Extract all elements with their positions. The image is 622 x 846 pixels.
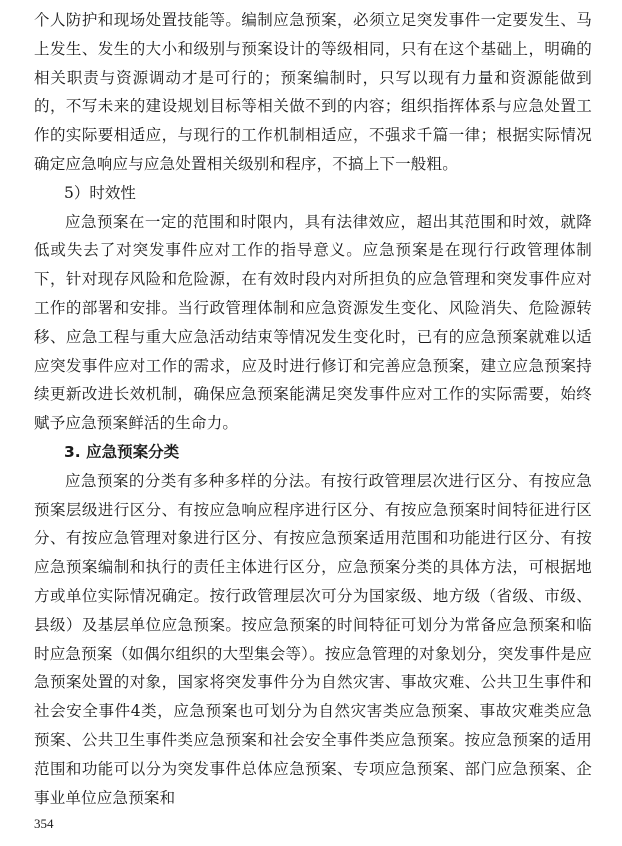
page-body xyxy=(34,6,592,812)
section-heading-classification: 3. 应急预案分类 xyxy=(64,442,180,461)
subheading-timeliness: 5）时效性 xyxy=(64,183,136,202)
paragraph-timeliness: 应急预案在一定的范围和时限内，具有法律效应，超出其范围和时效，就降低或失去了对突发事件应对工作的指导意义。应急预案是在现行行政管理体制下，针对现存风险和危险源，在有效时段内对所担负的应急管理和突发事件应对工作的部署和安排。当行政管理体制和应急资源发生变化、风险消失、危险源转移、应急工程与重大应急活动结束等情况发生变化时，已有的应急预案就难以适应突发事件应对工作的需求，应及时进行修订和完善应急预案，建立应急预案持续更新改进长效机制，确保应急预案能满足突发事件应对工作的实际需要，始终赋予应急预案鲜活的生命力。 xyxy=(34,212,592,433)
paragraph-continuation: 个人防护和现场处置技能等。编制应急预案，必须立足突发事件一定要发生、马上发生、发生的大小和级别与预案设计的等级相同，只有在这个基础上，明确的相关职责与资源调动才是可行的；预案编制时，只写以现有力量和资源能做到的，不写未来的建设规划目标等相关做不到的内容；组织指挥体系与应急处置工作的实际要相适应，与现行的工作机制相适应，不强求千篇一律；根据实际情况确定应急响应与应急处置相关级别和程序，不搞上下一般粗。 xyxy=(34,11,592,173)
paragraph-classification: 应急预案的分类有多种多样的分法。有按行政管理层次进行区分、有按应急预案层级进行区分、有按应急响应程序进行区分、有按应急预案时间特征进行区分、有按应急管理对象进行区分、有按应急预案适用范围和功能进行区分、有按应急预案编制和执行的责任主体进行区分，应急预案分类的具体方法，可根据地方或单位实际情况确定。按行政管理层次可分为国家级、地方级（省级、市级、县级）及基层单位应急预案。按应急预案的时间特征可划分为常备应急预案和临时应急预案（如偶尔组织的大型集会等）。按应急管理的对象划分，突发事件是应急预案处置的对象，国家将突发事件分为自然灾害、事故灾难、公共卫生事件和社会安全事件4类，应急预案也可划分为自然灾害类应急预案、事故灾难类应急预案、公共卫生事件类应急预案和社会安全事件类应急预案。按应急预案的适用范围和功能可以分为突发事件总体应急预案、专项应急预案、部门应急预案、企事业单位应急预案和 xyxy=(34,471,592,807)
page-number: 354 xyxy=(34,816,54,831)
